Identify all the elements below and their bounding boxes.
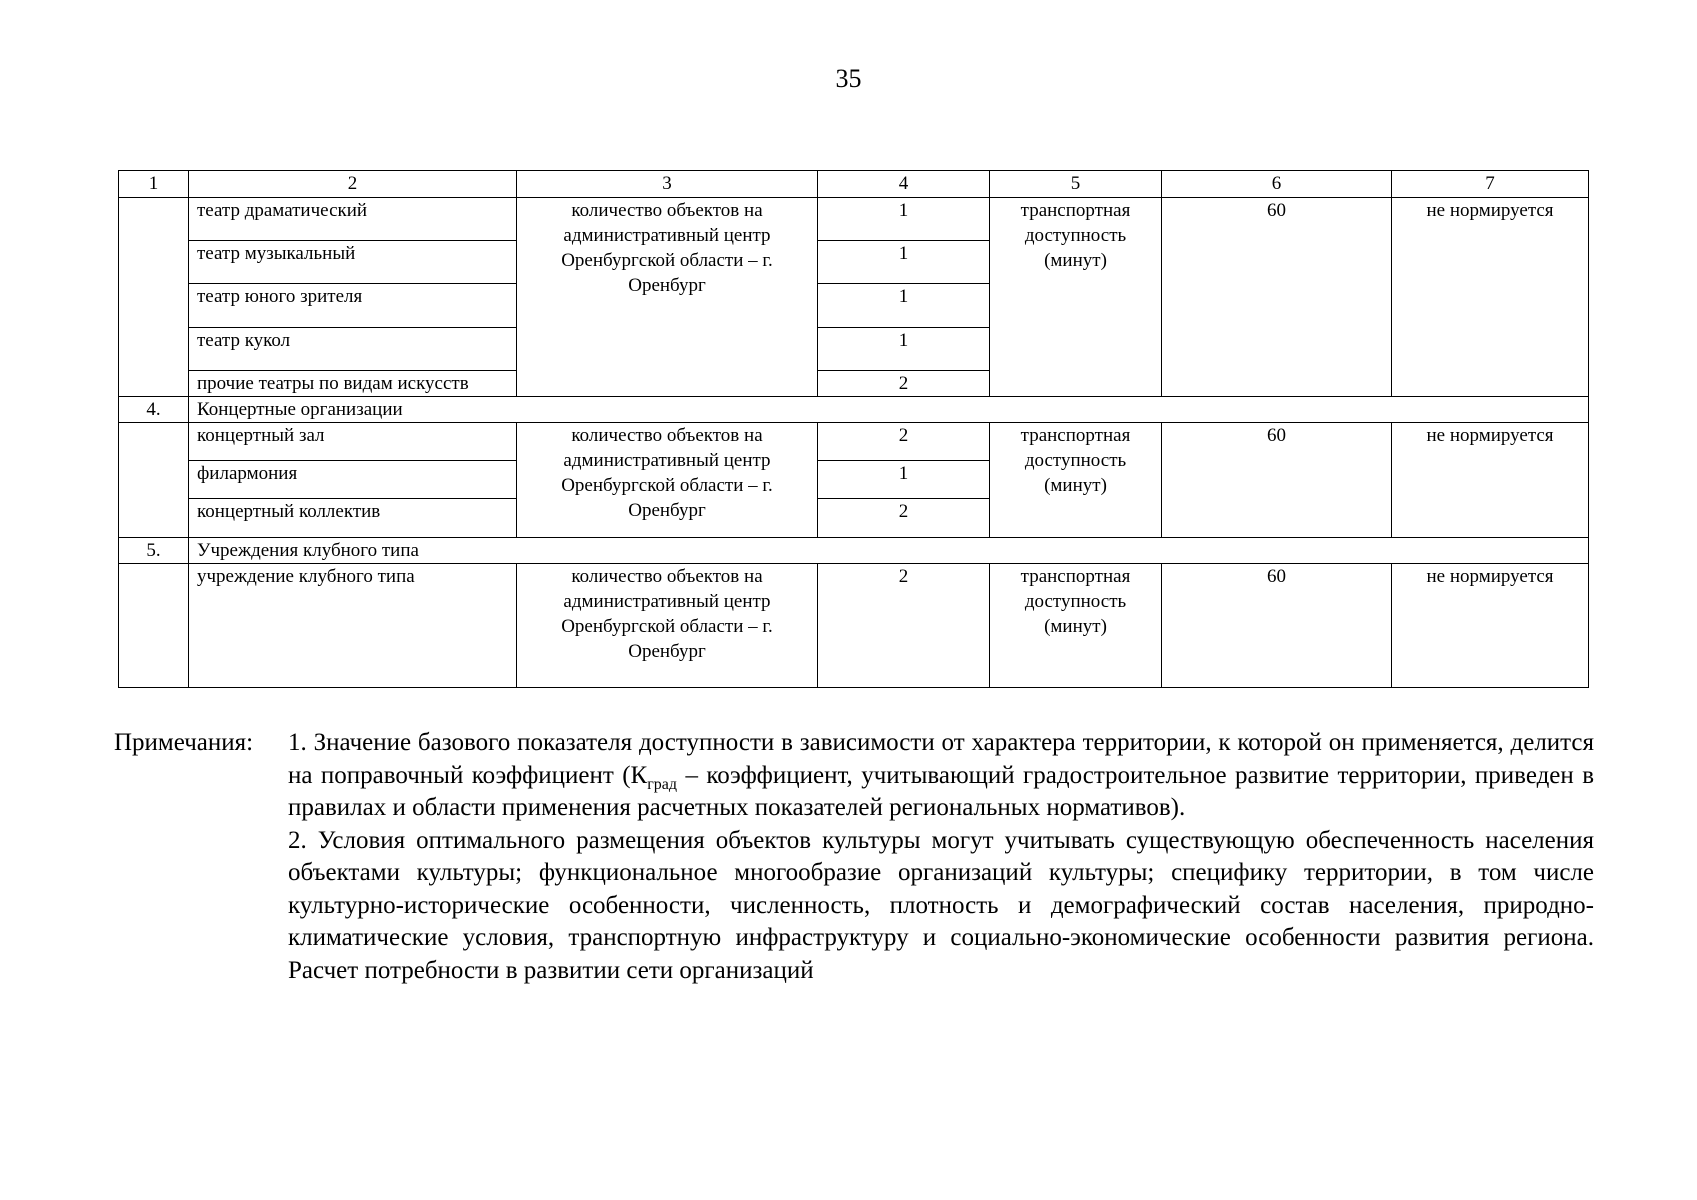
column-number: 7 <box>1392 171 1589 198</box>
item-value: 2 <box>818 499 990 538</box>
item-name: концертный зал <box>189 423 517 461</box>
indicator-cell: количество объектов на административный центр Оренбургской области – г. Оренбург <box>517 564 818 688</box>
accessibility-value: 60 <box>1162 423 1392 538</box>
item-name: прочие театры по видам искусств <box>189 371 517 397</box>
norm-cell: не нормируется <box>1392 198 1589 397</box>
column-numbers-row <box>119 171 1589 198</box>
item-value: 2 <box>818 371 990 397</box>
column-number: 6 <box>1162 171 1392 198</box>
norm-cell: не нормируется <box>1392 564 1589 688</box>
item-value: 1 <box>818 284 990 328</box>
table-row <box>119 564 1589 688</box>
item-value: 1 <box>818 328 990 371</box>
accessibility-cell: транспортная доступность (минут) <box>990 564 1162 688</box>
column-number: 1 <box>119 171 189 198</box>
section-number: 4. <box>119 397 189 423</box>
column-number: 3 <box>517 171 818 198</box>
accessibility-value: 60 <box>1162 198 1392 397</box>
item-value: 1 <box>818 241 990 284</box>
row-number-cell <box>119 198 189 397</box>
column-number: 5 <box>990 171 1162 198</box>
section-title: Концертные организации <box>189 397 1589 423</box>
accessibility-cell: транспортная доступность (минут) <box>990 198 1162 397</box>
column-number: 2 <box>189 171 517 198</box>
section-row <box>119 538 1589 564</box>
page-number: 35 <box>835 64 862 93</box>
table-row <box>119 198 1589 241</box>
item-value: 1 <box>818 461 990 499</box>
item-name: филармония <box>189 461 517 499</box>
item-name: театр кукол <box>189 328 517 371</box>
note-2: 2. Условия оптимального размещения объектов культуры могут учитывать существующую обеспеченность населения объектами культуры; функциональное многообразие организаций культуры; специфику территории, в том числе культурно-исторические особенности, численность, плотность и демографический состав населения, природно-климатические условия, транспортную инфраструктуру и социально-экономические особенности развития региона. Расчет потребности в развитии сети организаций <box>288 826 1594 984</box>
column-number: 4 <box>818 171 990 198</box>
note-1-text-before: 1. Значение базового показателя доступности в зависимости от характера территории, к которой он применяется, делится на поправочный коэффициент (К <box>288 729 1594 789</box>
norm-cell: не нормируется <box>1392 423 1589 538</box>
note-1 <box>288 727 1594 825</box>
note-1-text-after: – коэффициент, учитывающий градостроительное развитие территории, приведен в правилах и области применения расчетных показателей региональных нормативов). <box>288 761 1595 821</box>
norms-table <box>118 170 1589 688</box>
item-name: театр музыкальный <box>189 241 517 284</box>
accessibility-cell: транспортная доступность (минут) <box>990 423 1162 538</box>
section-row <box>119 397 1589 423</box>
item-name: театр юного зрителя <box>189 284 517 328</box>
indicator-cell: количество объектов на административный центр Оренбургской области – г. Оренбург <box>517 198 818 397</box>
notes-label: Примечания: <box>114 729 254 756</box>
item-name: театр драматический <box>189 198 517 241</box>
item-name: концертный коллектив <box>189 499 517 538</box>
notes-body <box>288 727 1594 987</box>
item-value: 2 <box>818 423 990 461</box>
item-value: 1 <box>818 198 990 241</box>
item-name: учреждение клубного типа <box>189 564 517 688</box>
row-number-cell <box>119 564 189 688</box>
section-number: 5. <box>119 538 189 564</box>
item-value: 2 <box>818 564 990 688</box>
note-1-subscript: град <box>647 775 678 793</box>
section-title: Учреждения клубного типа <box>189 538 1589 564</box>
table-row <box>119 423 1589 461</box>
row-number-cell <box>119 423 189 538</box>
accessibility-value: 60 <box>1162 564 1392 688</box>
indicator-cell: количество объектов на административный центр Оренбургской области – г. Оренбург <box>517 423 818 538</box>
